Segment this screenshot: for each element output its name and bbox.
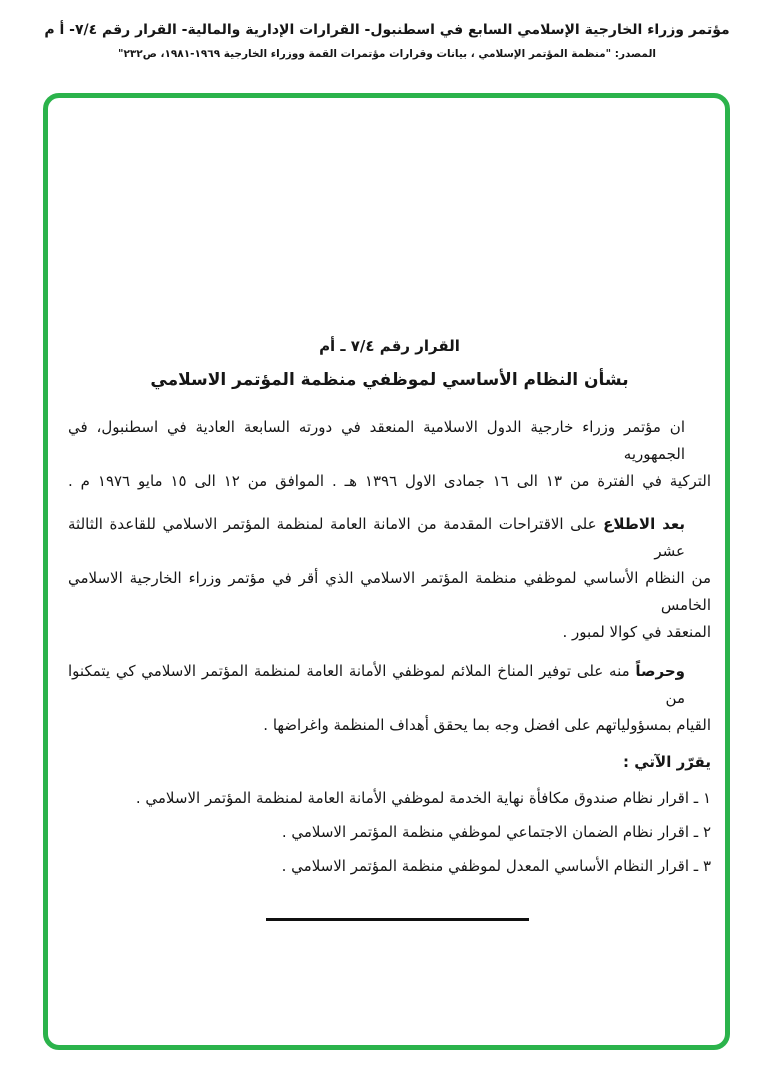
- decision-item: ٣ ـ اقرار النظام الأساسي المعدل لموظفي منظمة المؤتمر الاسلامي .: [281, 857, 711, 875]
- decides-label: يقرّر الآتي :: [623, 753, 711, 771]
- paragraph-line: [68, 511, 711, 565]
- paragraph-line: [68, 658, 711, 712]
- lead-phrase: بعد الاطلاع: [603, 515, 685, 533]
- paragraph-line: من النظام الأساسي لموظفي منظمة المؤتمر الاسلامي الذي أقر في مؤتمر وزراء الخارجية الاسلامي الخامس: [68, 569, 711, 614]
- header-title-line: مؤتمر وزراء الخارجية الإسلامي السابع في اسطنبول- القرارات الإدارية والمالية- القرار رقم ٧/٤- أ م: [44, 22, 730, 38]
- scan-green-frame: [43, 93, 730, 1050]
- resolution-number-title: القرار رقم ٧/٤ ـ أم: [319, 337, 460, 355]
- paragraph-preamble: [68, 414, 711, 495]
- header-source-line: المصدر: "منظمة المؤتمر الإسلامي ، بيانات وقرارات مؤتمرات القمة ووزراء الخارجية ١٩٦٩-١٩٨١، ص٢٣٢": [117, 48, 656, 60]
- paragraph-concern: [68, 658, 711, 739]
- paragraph-line: التركية في الفترة من ١٣ الى ١٦ جمادى الاول ١٣٩٦ هـ . الموافق من ١٢ الى ١٥ مايو ١٩٧٦ م .: [68, 472, 712, 490]
- paragraph-line: ان مؤتمر وزراء خارجية الدول الاسلامية المنعقد في دورته السابعة العادية في اسطنبول، في الجمهوريه: [68, 418, 685, 463]
- paragraph-review: [68, 511, 711, 646]
- decision-item: ١ ـ اقرار نظام صندوق مكافأة نهاية الخدمة لموظفي الأمانة العامة لمنظمة المؤتمر الاسلامي .: [135, 789, 711, 807]
- lead-phrase: وحرصاً: [635, 662, 685, 680]
- scan-page-content: [48, 98, 725, 921]
- document-header: [0, 20, 774, 61]
- paragraph-line: المنعقد في كوالا لمبور .: [562, 623, 711, 641]
- decisions-list: [68, 785, 711, 880]
- line-rest: منه على توفير المناخ الملائم لموظفي الأمانة العامة لمنظمة المؤتمر الاسلامي كي يتمكنوا من: [68, 662, 685, 707]
- line-rest: على الاقتراحات المقدمة من الامانة العامة لمنظمة المؤتمر الاسلامي للقاعدة الثالثة عشر: [68, 515, 685, 560]
- footer-divider-line: [266, 918, 529, 921]
- decision-item: ٢ ـ اقرار نظام الضمان الاجتماعي لموظفي منظمة المؤتمر الاسلامي .: [281, 823, 711, 841]
- paragraph-line: القيام بمسؤولياتهم على افضل وجه بما يحقق أهداف المنظمة واغراضها .: [263, 716, 711, 734]
- resolution-subject-title: بشأن النظام الأساسي لموظفي منظمة المؤتمر الاسلامي: [150, 370, 629, 390]
